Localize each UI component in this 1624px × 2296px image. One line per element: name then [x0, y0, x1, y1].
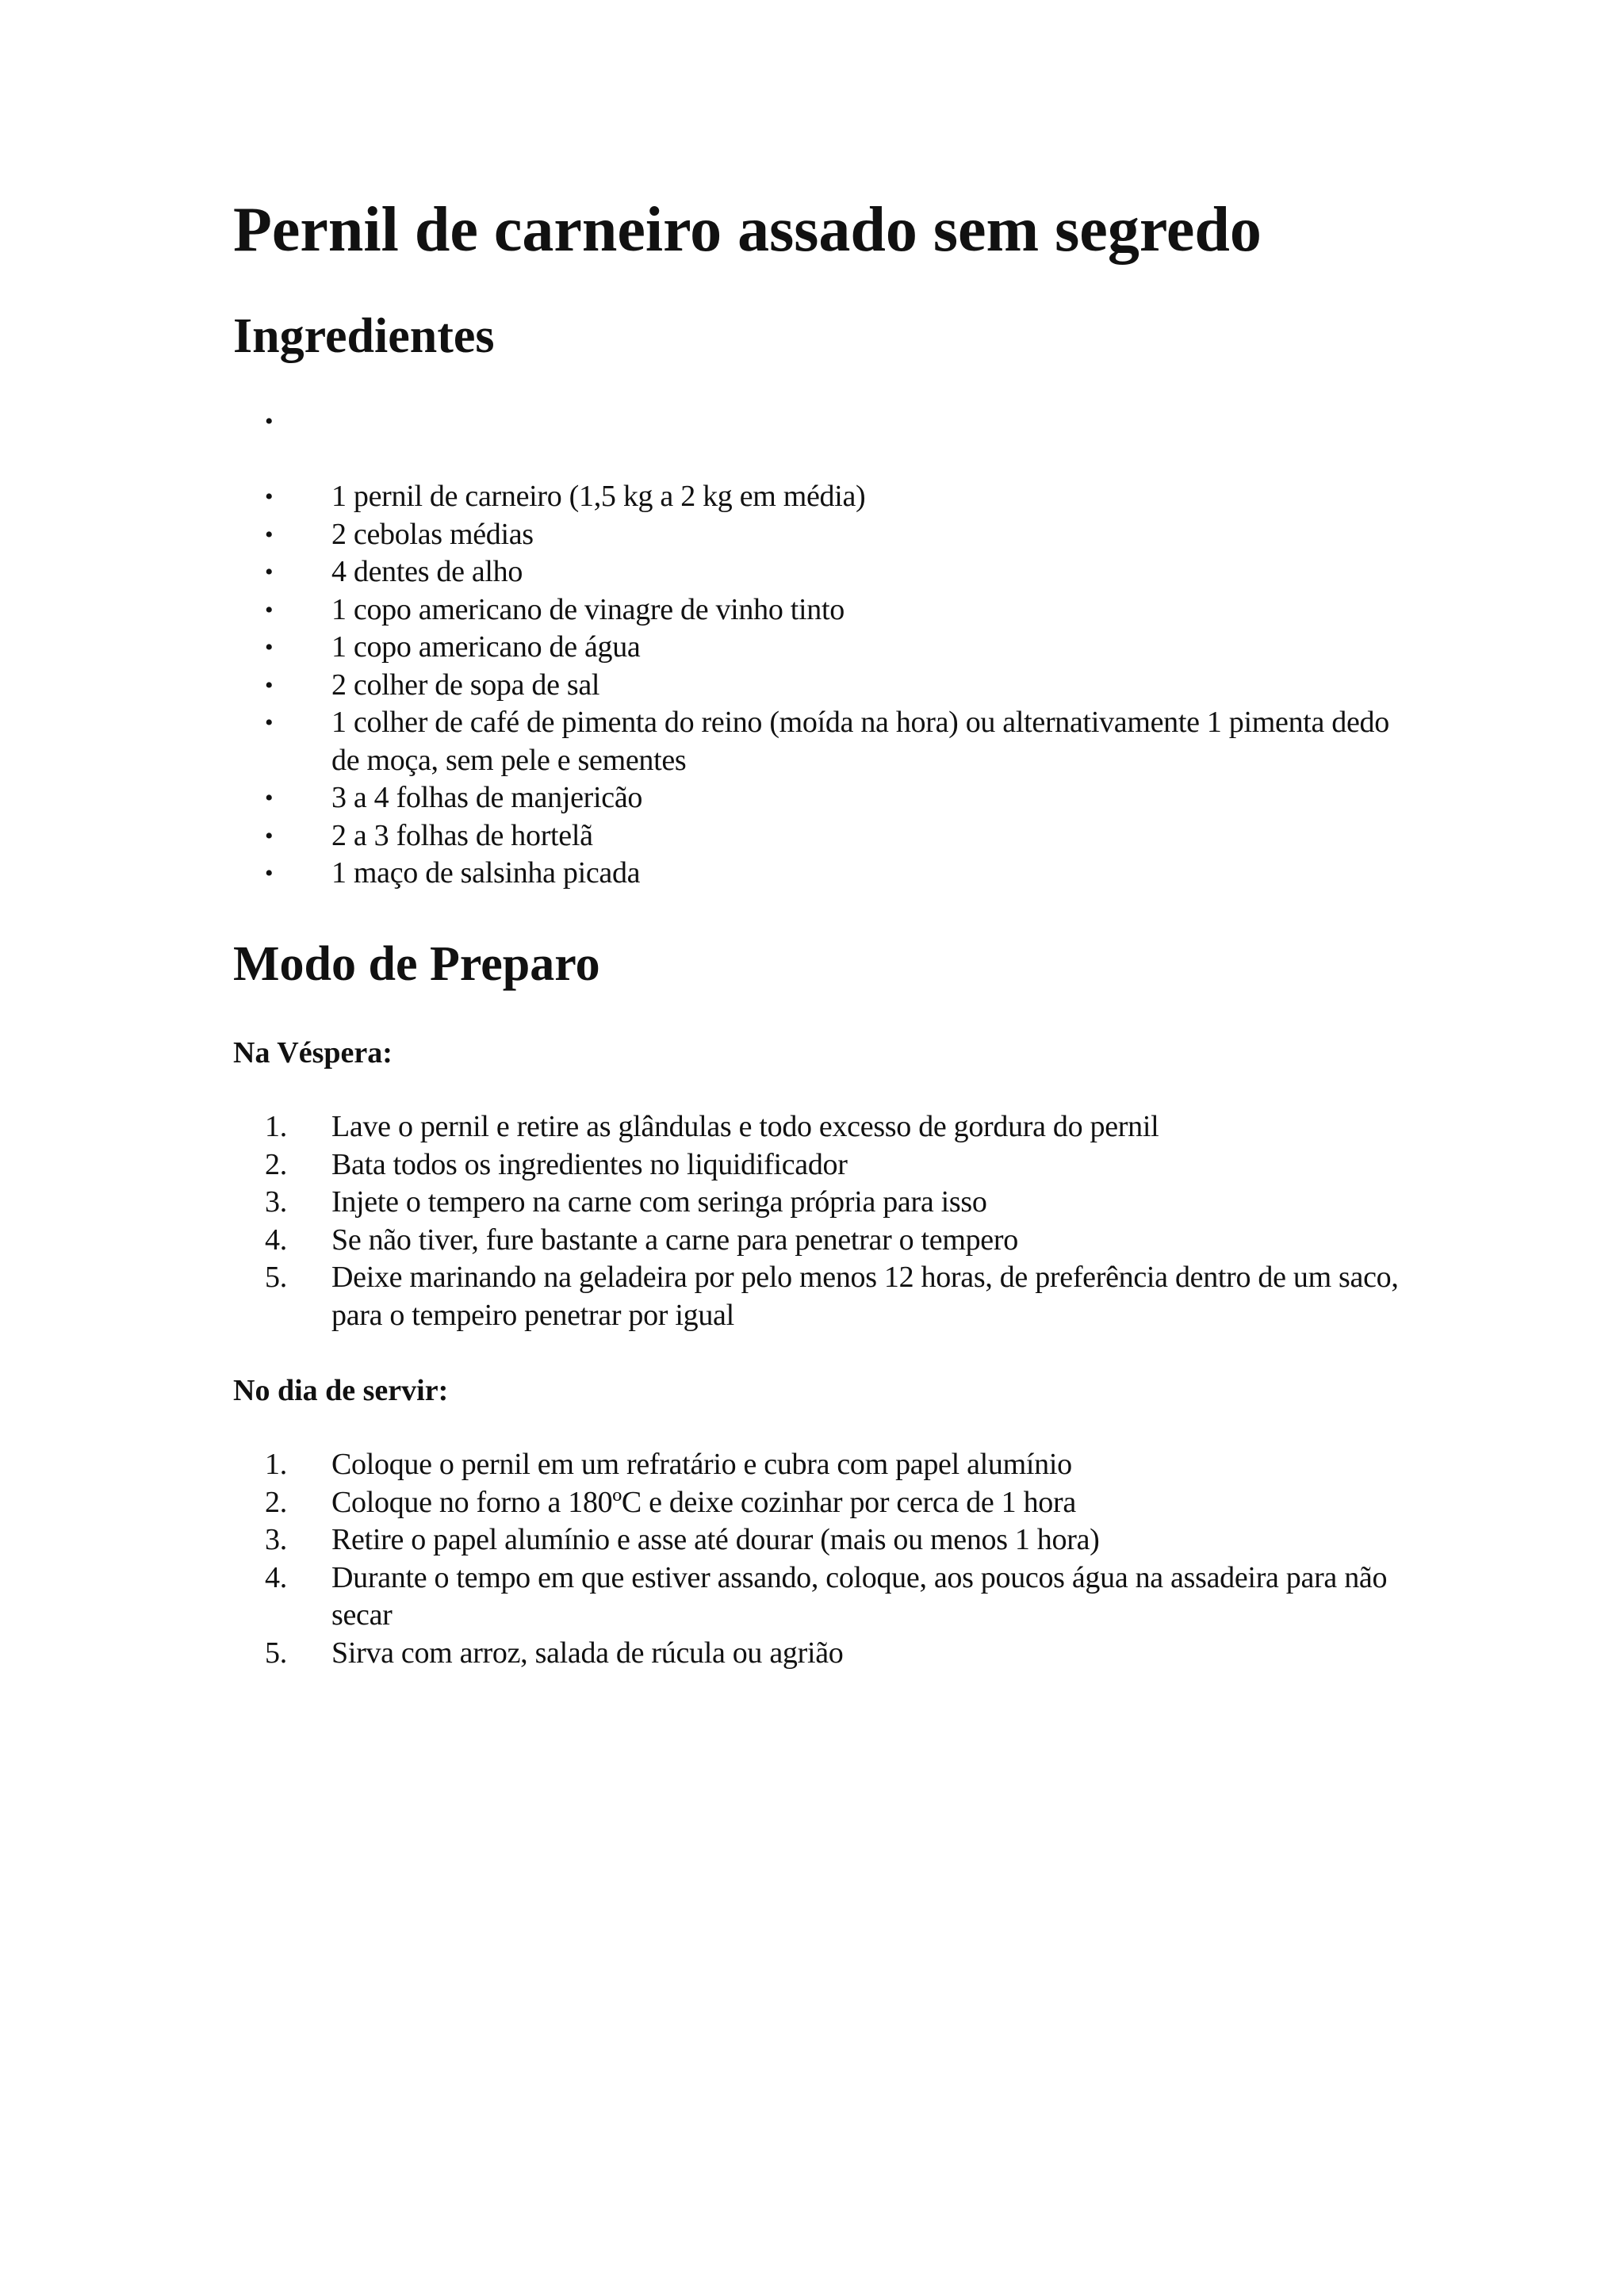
step-number: 1.: [265, 1448, 287, 1481]
bullet-marker: •: [265, 785, 274, 811]
step-number: 5.: [265, 1261, 287, 1294]
step-number: 2.: [265, 1485, 287, 1519]
list-item: 2. Coloque no forno a 180ºC e deixe cozinhar por cerca de 1 hora: [233, 1484, 1407, 1522]
list-item: 4. Durante o tempo em que estiver assando, coloque, aos poucos água na assadeira para não secar: [265, 1560, 1388, 1632]
list-item-blank: [233, 441, 1407, 479]
step-number: 3.: [265, 1185, 287, 1219]
list-item: 5. Deixe marinando na geladeira por pelo menos 12 horas, de preferência dentro de um saco, para o tempeiro penetrar por igual: [265, 1261, 1399, 1332]
step-number: 1.: [265, 1110, 287, 1143]
ingredients-heading: Ingredientes: [233, 309, 495, 363]
step-number: 2.: [265, 1147, 287, 1181]
bullet-marker: •: [265, 408, 274, 434]
list-item: 5. Sirva com arroz, salada de rúcula ou agrião: [233, 1635, 1407, 1673]
step-number: 5.: [265, 1636, 287, 1670]
list-item: 4. Se não tiver, fure bastante a carne para penetrar o tempero: [233, 1222, 1407, 1260]
bullet-marker: •: [265, 710, 274, 736]
list-item: • 2 colher de sopa de sal: [233, 667, 1407, 705]
vespera-steps-list: [233, 1108, 1407, 1334]
list-item: 3. Injete o tempero na carne com seringa própria para isso: [233, 1184, 1407, 1222]
list-item: • 3 a 4 folhas de manjericão: [233, 779, 1407, 817]
step-number: 4.: [265, 1223, 287, 1257]
ingredients-list: [233, 403, 1407, 893]
bullet-marker: •: [265, 596, 274, 623]
list-item: • 1 copo americano de vinagre de vinho tinto: [233, 591, 1407, 629]
bullet-marker: •: [265, 559, 274, 585]
list-item: 2. Bata todos os ingredientes no liquidificador: [233, 1146, 1407, 1184]
list-item: • 2 cebolas médias: [233, 516, 1407, 554]
page-title: Pernil de carneiro assado sem segredo: [233, 195, 1262, 265]
bullet-marker: •: [265, 672, 274, 698]
list-item: • 1 maço de salsinha picada: [233, 855, 1407, 893]
bullet-marker: •: [265, 822, 274, 849]
step-number: 3.: [265, 1523, 287, 1556]
servir-steps-list: [233, 1446, 1407, 1672]
bullet-marker: •: [265, 860, 274, 886]
preparo-heading: Modo de Preparo: [233, 937, 600, 991]
list-item: 3. Retire o papel alumínio e asse até dourar (mais ou menos 1 hora): [233, 1521, 1407, 1559]
list-item: • 1 colher de café de pimenta do reino (moída na hora) ou alternativamente 1 pimenta dedo de moça, sem pele e sementes: [265, 706, 1389, 777]
list-item: • 1 copo americano de água: [233, 629, 1407, 667]
list-item: • 2 a 3 folhas de hortelã: [233, 817, 1407, 855]
list-item: 1. Lave o pernil e retire as glândulas e todo excesso de gordura do pernil: [233, 1108, 1407, 1146]
list-item: • 4 dentes de alho: [233, 553, 1407, 591]
servir-heading: No dia de servir:: [233, 1374, 449, 1407]
list-item: [233, 403, 1407, 441]
bullet-marker: •: [265, 634, 274, 660]
list-item: 1. Coloque o pernil em um refratário e cubra com papel alumínio: [233, 1446, 1407, 1484]
step-number: 4.: [265, 1560, 287, 1594]
bullet-marker: •: [265, 484, 274, 510]
vespera-heading: Na Véspera:: [233, 1036, 393, 1070]
bullet-marker: •: [265, 521, 274, 548]
list-item: • 1 pernil de carneiro (1,5 kg a 2 kg em média): [233, 478, 1407, 516]
